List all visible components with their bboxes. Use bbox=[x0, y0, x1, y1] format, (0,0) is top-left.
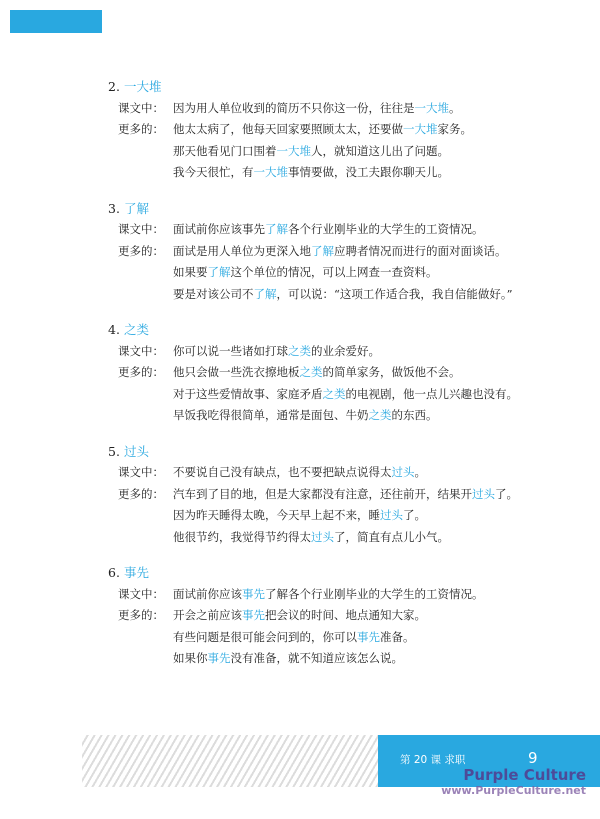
footer-chapter-title: 第 20 课 求职 bbox=[400, 754, 466, 766]
example-sentence bbox=[173, 262, 528, 284]
example-label bbox=[118, 648, 173, 670]
sentence-segment: 他只会做一些洗衣擦地板 bbox=[173, 365, 300, 379]
highlighted-term: 了解 bbox=[311, 243, 334, 258]
highlighted-term: 事先 bbox=[207, 651, 231, 665]
example-line bbox=[108, 98, 528, 120]
example-line bbox=[108, 648, 528, 670]
example-sentence bbox=[173, 119, 528, 141]
entry-heading bbox=[108, 319, 528, 341]
example-sentence bbox=[173, 627, 528, 649]
example-label bbox=[118, 527, 173, 549]
example-label bbox=[118, 284, 173, 306]
sentence-segment: 了。 bbox=[403, 508, 426, 522]
example-line bbox=[108, 384, 528, 406]
example-label: 更多的： bbox=[118, 122, 164, 136]
highlighted-term: 过头 bbox=[380, 508, 403, 522]
sentence-segment: 他很节约，我觉得节约得太 bbox=[173, 529, 311, 544]
entry-number: 2. bbox=[108, 79, 120, 94]
sentence-segment: 。 bbox=[414, 465, 426, 479]
sentence-segment: 这个单位的情况，可以上网查一查资料。 bbox=[230, 265, 438, 279]
example-line bbox=[108, 627, 528, 649]
entry-heading bbox=[108, 198, 528, 220]
example-label bbox=[118, 262, 173, 284]
example-label bbox=[118, 627, 173, 649]
highlighted-term: 过头 bbox=[472, 486, 495, 501]
example-line bbox=[108, 362, 528, 384]
sentence-segment: 应聘者情况而进行的面对面谈话。 bbox=[334, 243, 507, 258]
example-sentence bbox=[173, 98, 528, 120]
highlighted-term: 之类 bbox=[288, 343, 311, 358]
sentence-segment: 把会议的时间、地点通知大家。 bbox=[265, 608, 426, 622]
highlighted-term: 之类 bbox=[299, 365, 323, 379]
entry-word: 过头 bbox=[124, 443, 150, 459]
sentence-segment: 对于这些爱情故事、家庭矛盾 bbox=[173, 386, 323, 401]
entry-number: 6. bbox=[108, 565, 120, 580]
example-sentence bbox=[173, 405, 528, 427]
example-sentence bbox=[173, 341, 528, 363]
sentence-segment: 没有准备，就不知道应该怎么说。 bbox=[230, 651, 403, 665]
example-line bbox=[108, 341, 528, 363]
example-label: 课文中： bbox=[118, 222, 164, 236]
sentence-segment: 家务。 bbox=[437, 122, 472, 136]
example-label bbox=[118, 162, 173, 184]
sentence-segment: 事情要做，没工夫跟你聊天儿。 bbox=[288, 165, 449, 179]
sentence-segment: 面试是用人单位为更深入地 bbox=[173, 243, 311, 258]
example-sentence bbox=[173, 605, 528, 627]
sentence-segment: 早饭我吃得很简单，通常是面包、牛奶 bbox=[173, 408, 369, 422]
example-sentence bbox=[173, 219, 528, 241]
example-sentence bbox=[173, 362, 528, 384]
highlighted-term: 一大堆 bbox=[276, 143, 311, 158]
example-label bbox=[118, 405, 173, 427]
entry-number: 3. bbox=[108, 200, 120, 216]
example-sentence bbox=[173, 384, 528, 406]
example-label: 更多的： bbox=[118, 365, 164, 379]
sentence-segment: 各个行业刚毕业的大学生的工资情况。 bbox=[288, 222, 484, 236]
example-sentence bbox=[173, 162, 528, 184]
footer-hatch-pattern bbox=[82, 735, 378, 787]
example-sentence bbox=[173, 505, 528, 527]
highlighted-term: 过头 bbox=[391, 465, 415, 479]
sentence-segment: 了。 bbox=[495, 486, 518, 501]
highlighted-term: 之类 bbox=[368, 408, 392, 422]
example-line bbox=[108, 262, 528, 284]
sentence-segment: 开会之前应该 bbox=[173, 608, 242, 622]
example-label bbox=[118, 505, 173, 527]
example-sentence bbox=[173, 284, 528, 306]
example-line bbox=[108, 284, 528, 306]
example-line bbox=[108, 162, 528, 184]
example-sentence bbox=[173, 484, 528, 506]
sentence-segment: 准备。 bbox=[380, 629, 415, 644]
highlighted-term: 了解 bbox=[207, 265, 231, 279]
entry-word: 一大堆 bbox=[124, 79, 162, 94]
example-label: 课文中： bbox=[118, 100, 164, 115]
example-label: 更多的： bbox=[118, 243, 164, 258]
sentence-segment: 那天他看见门口围着 bbox=[173, 143, 277, 158]
vocab-entry bbox=[108, 562, 528, 670]
vocab-entry bbox=[108, 441, 528, 549]
example-sentence bbox=[173, 648, 528, 670]
example-label: 更多的： bbox=[118, 486, 164, 501]
sentence-segment: 的东西。 bbox=[391, 408, 438, 422]
sentence-segment: 有些问题是很可能会问到的，你可以 bbox=[173, 629, 357, 644]
entry-word: 事先 bbox=[124, 565, 150, 580]
sentence-segment: 你可以说一些诸如打球 bbox=[173, 343, 288, 358]
example-label: 课文中： bbox=[118, 465, 164, 479]
highlighted-term: 事先 bbox=[242, 586, 265, 601]
example-line bbox=[108, 484, 528, 506]
example-line bbox=[108, 119, 528, 141]
top-color-tab bbox=[10, 10, 102, 33]
highlighted-term: 了解 bbox=[265, 222, 288, 236]
sentence-segment: 。 bbox=[449, 100, 461, 115]
example-line bbox=[108, 505, 528, 527]
watermark-url: www.PurpleCulture.net bbox=[441, 784, 586, 797]
example-sentence bbox=[173, 462, 528, 484]
sentence-segment: 他太太病了，他每天回家要照顾太太，还要做 bbox=[173, 122, 403, 136]
highlighted-term: 事先 bbox=[242, 608, 265, 622]
example-line bbox=[108, 241, 528, 263]
example-line bbox=[108, 405, 528, 427]
highlighted-term: 事先 bbox=[357, 629, 380, 644]
sentence-segment: 要是对该公司不 bbox=[173, 286, 254, 301]
sentence-segment: 因为用人单位收到的简历不只你这一份，往往是 bbox=[173, 100, 415, 115]
entry-heading bbox=[108, 441, 528, 463]
example-label bbox=[118, 384, 173, 406]
sentence-segment: 如果要 bbox=[173, 265, 208, 279]
entry-number: 5. bbox=[108, 443, 120, 459]
highlighted-term: 过头 bbox=[311, 529, 334, 544]
highlighted-term: 一大堆 bbox=[414, 100, 449, 115]
sentence-segment: 面试前你应该 bbox=[173, 586, 242, 601]
vocabulary-list bbox=[108, 76, 528, 684]
sentence-segment: 的简单家务，做饭他不会。 bbox=[322, 365, 461, 379]
example-sentence bbox=[173, 141, 528, 163]
sentence-segment: 我今天很忙，有 bbox=[173, 165, 254, 179]
example-sentence bbox=[173, 527, 528, 549]
example-line bbox=[108, 584, 528, 606]
highlighted-term: 之类 bbox=[322, 386, 346, 401]
vocab-entry bbox=[108, 76, 528, 184]
watermark-brand: Purple Culture bbox=[463, 766, 586, 784]
sentence-segment: 因为昨天睡得太晚，今天早上起不来，睡 bbox=[173, 508, 380, 522]
entry-heading bbox=[108, 562, 528, 584]
highlighted-term: 一大堆 bbox=[403, 122, 438, 136]
vocab-entry bbox=[108, 198, 528, 306]
sentence-segment: 的电视剧，他一点儿兴趣也没有。 bbox=[345, 386, 518, 401]
vocab-entry bbox=[108, 319, 528, 427]
example-label: 课文中： bbox=[118, 586, 164, 601]
sentence-segment: 不要说自己没有缺点，也不要把缺点说得太 bbox=[173, 465, 392, 479]
example-line bbox=[108, 141, 528, 163]
sentence-segment: 的业余爱好。 bbox=[311, 343, 380, 358]
example-line bbox=[108, 219, 528, 241]
watermark bbox=[441, 766, 586, 797]
example-label: 课文中： bbox=[118, 343, 164, 358]
sentence-segment: 人，就知道这儿出了问题。 bbox=[311, 143, 449, 158]
entry-number: 4. bbox=[108, 322, 120, 337]
entry-heading bbox=[108, 76, 528, 98]
example-label: 更多的： bbox=[118, 608, 164, 622]
sentence-segment: 如果你 bbox=[173, 651, 208, 665]
example-sentence bbox=[173, 584, 528, 606]
entry-word: 之类 bbox=[124, 322, 150, 337]
example-line bbox=[108, 527, 528, 549]
sentence-segment: 面试前你应该事先 bbox=[173, 222, 265, 236]
sentence-segment: 汽车到了目的地，但是大家都没有注意，还往前开，结果开 bbox=[173, 486, 472, 501]
entry-word: 了解 bbox=[124, 200, 150, 216]
page-number: 9 bbox=[528, 749, 538, 767]
sentence-segment: ，可以说：“这项工作适合我，我自信能做好。” bbox=[276, 286, 513, 301]
highlighted-term: 一大堆 bbox=[253, 165, 288, 179]
sentence-segment: 了解各个行业刚毕业的大学生的工资情况。 bbox=[265, 586, 484, 601]
sentence-segment: 了，简直有点儿小气。 bbox=[334, 529, 449, 544]
example-line bbox=[108, 462, 528, 484]
example-sentence bbox=[173, 241, 528, 263]
highlighted-term: 了解 bbox=[253, 286, 277, 301]
example-line bbox=[108, 605, 528, 627]
example-label bbox=[118, 141, 173, 163]
